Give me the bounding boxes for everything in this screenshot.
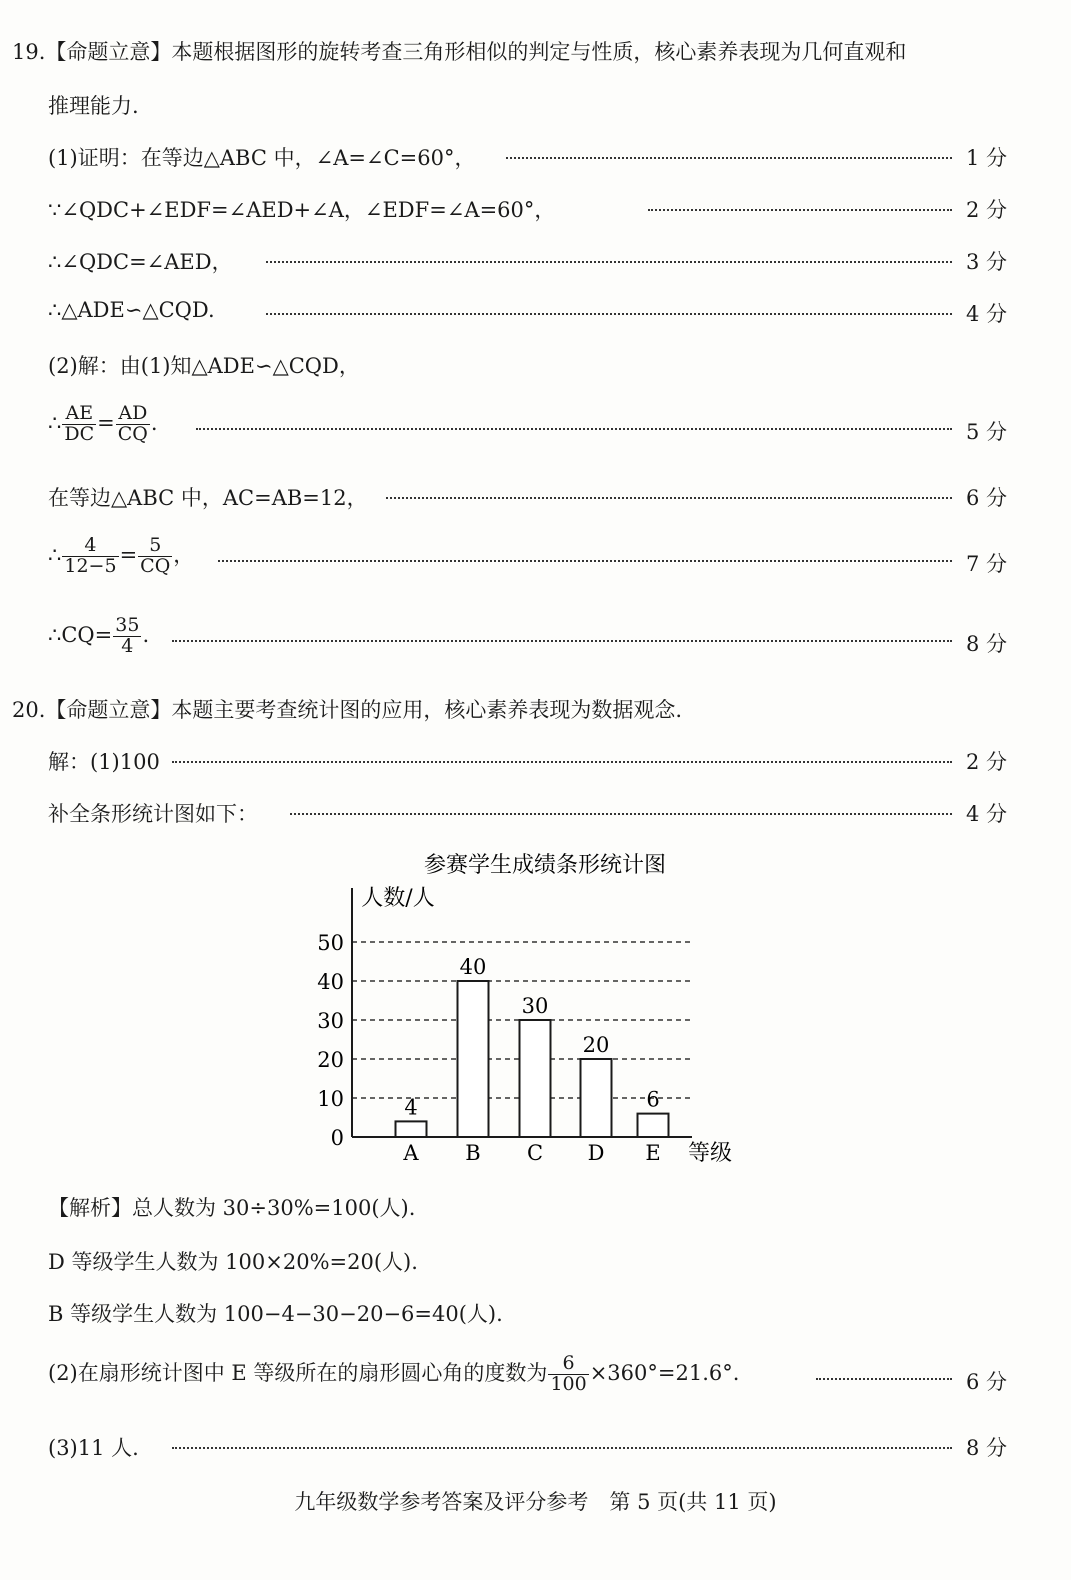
dot-leader — [816, 1378, 952, 1380]
bar-value-label: 40 — [459, 955, 487, 979]
analysis-text: D 等级学生人数为 100×20%=20(人). — [48, 1250, 418, 1274]
x-tick-label: B — [465, 1141, 481, 1165]
step-score: 8 分 — [966, 632, 1008, 656]
x-tick-label: A — [403, 1141, 419, 1165]
y-tick-label: 0 — [330, 1126, 344, 1150]
analysis-text: B 等级学生人数为 100−4−30−20−6=40(人). — [48, 1302, 503, 1326]
chart-title: 参赛学生成绩条形统计图 — [423, 853, 667, 878]
bar-E — [638, 1114, 669, 1137]
x-axis-label: 等级 — [687, 1141, 733, 1166]
bar-C — [520, 1020, 551, 1137]
step-text: ∴△ADE∽△CQD. — [48, 298, 215, 322]
y-tick-label: 40 — [317, 970, 344, 994]
y-axis-label: 人数/人 — [361, 886, 435, 911]
y-tick-label: 50 — [317, 931, 344, 955]
bar-B — [458, 981, 489, 1137]
step-score: 4 分 — [966, 302, 1008, 326]
step-text: 补全条形统计图如下： — [48, 802, 258, 826]
step-score: 4 分 — [966, 802, 1008, 826]
step-text: ∴ $\frac{4}{12-5}$ = $\frac{5}{CQ}$ ， — [48, 534, 195, 577]
page-footer: 九年级数学参考答案及评分参考 第 5 页(共 11 页) — [294, 1490, 777, 1514]
q20-header: 20.【命题立意】本题主要考查统计图的应用，核心素养表现为数据观念. — [12, 698, 683, 722]
bar-value-label: 6 — [646, 1087, 660, 1112]
fraction-ae-dc: $\frac{AE}{DC}$ — [64, 402, 95, 445]
step-score: 2 分 — [966, 750, 1008, 774]
step-score: 1 分 — [966, 146, 1008, 170]
y-tick-label: 10 — [317, 1087, 344, 1111]
step-text: ∴ $\frac{AE}{DC}$ = $\frac{AD}{CQ}$ . — [48, 402, 158, 445]
step-text: ∴∠QDC=∠AED， — [48, 250, 233, 274]
step-text: (1)证明：在等边△ABC 中，∠A=∠C=60°， — [48, 146, 476, 170]
fraction-4-over: $\frac{4}{12-5}$ — [64, 534, 117, 577]
q19-header: 19.【命题立意】本题根据图形的旋转考查三角形相似的判定与性质，核心素养表现为几何直观和 — [12, 40, 907, 64]
bar-A — [396, 1121, 427, 1137]
step-score: 6 分 — [966, 486, 1008, 510]
step-text: (2)在扇形统计图中 E 等级所在的扇形圆心角的度数为 $\frac{6}{100}$ ×360°=21.6°. — [48, 1352, 740, 1395]
step-score: 6 分 — [966, 1370, 1008, 1394]
y-tick-label: 20 — [317, 1048, 344, 1072]
step-score: 8 分 — [966, 1436, 1008, 1460]
x-tick-label: D — [587, 1141, 605, 1165]
fraction-5-cq: $\frac{5}{CQ}$ — [140, 534, 171, 577]
x-tick-label: E — [645, 1141, 661, 1165]
analysis-text: 【解析】总人数为 30÷30%=100(人). — [48, 1196, 416, 1220]
bar-value-label: 4 — [404, 1095, 418, 1120]
fraction-6-100: $\frac{6}{100}$ — [550, 1352, 587, 1395]
y-tick-label: 30 — [317, 1009, 344, 1033]
step-text: (2)解：由(1)知△ADE∽△CQD， — [48, 354, 360, 378]
step-score: 3 分 — [966, 250, 1008, 274]
step-text: 解：(1)100 — [48, 750, 160, 774]
step-text: ∵∠QDC+∠EDF=∠AED+∠A，∠EDF=∠A=60°， — [48, 198, 556, 222]
bar-D — [581, 1059, 612, 1137]
x-tick-label: C — [526, 1141, 544, 1165]
q20-part2 — [0, 1352, 1071, 1408]
bar-value-label: 20 — [582, 1033, 610, 1057]
fraction-ad-cq: $\frac{AD}{CQ}$ — [117, 402, 148, 445]
step-text: ∴CQ= $\frac{35}{4}$ . — [48, 614, 150, 657]
step-text: (3)11 人. — [48, 1436, 139, 1460]
bar-value-label: 30 — [521, 994, 549, 1018]
step-score: 5 分 — [966, 420, 1008, 444]
step-text: 在等边△ABC 中，AC=AB=12， — [48, 486, 368, 510]
fraction-35-4: $\frac{35}{4}$ — [115, 614, 140, 657]
q19-header-cont: 推理能力. — [48, 94, 139, 118]
dot-leader — [172, 1447, 952, 1449]
step-score: 2 分 — [966, 198, 1008, 222]
step-score: 7 分 — [966, 552, 1008, 576]
